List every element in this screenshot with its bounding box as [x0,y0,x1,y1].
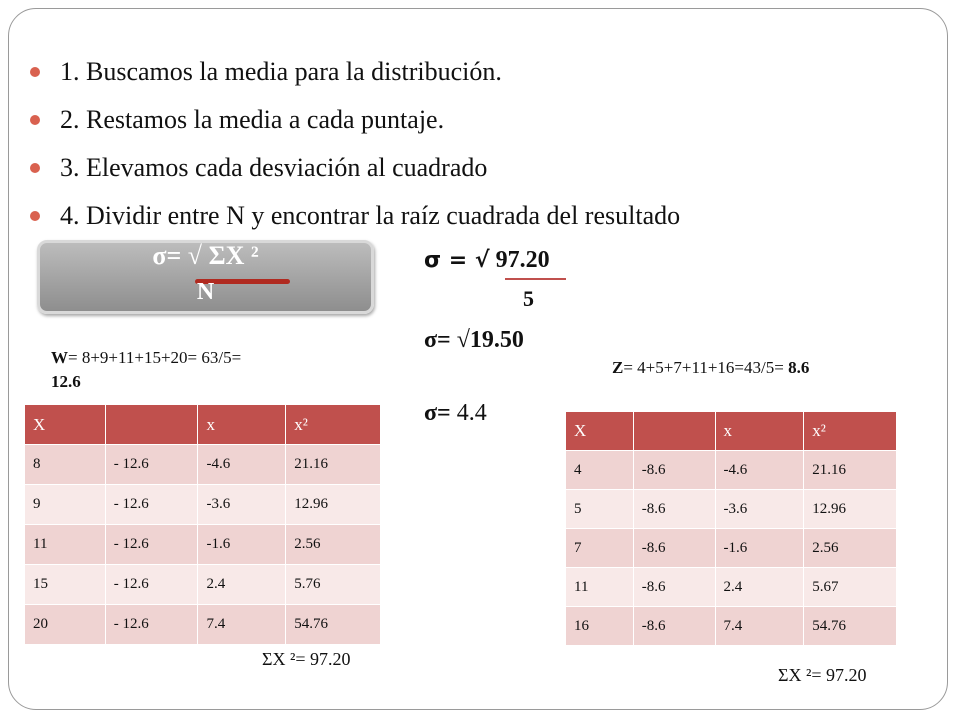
table-row [25,565,381,605]
sum-w: ΣX ²= 97.20 [262,649,351,669]
table-cell: 11 [25,525,106,565]
mean-note-w-expression: = 8+9+11+15+20= 63/5= [68,348,242,367]
table-row [566,451,897,490]
table-cell: - 12.6 [105,485,198,525]
column-header [633,412,715,451]
bullet-dot-icon [30,211,40,221]
column-header: X [566,412,634,451]
mean-note-z-label: Z [612,358,624,377]
steps-list [30,52,680,244]
column-header: x [715,412,804,451]
table-cell: - 12.6 [105,565,198,605]
table-cell: 8 [25,445,106,485]
table-cell: -1.6 [198,525,286,565]
table-cell: 9 [25,485,106,525]
table-cell: 2.56 [286,525,381,565]
table-cell: 5.76 [286,565,381,605]
mean-note-w [51,346,241,394]
table-cell: 20 [25,605,106,645]
table-cell: -4.6 [715,451,804,490]
step-item [30,196,680,244]
formula-numerator: σ= √ ΣX ² [152,241,259,270]
table-cell: -3.6 [198,485,286,525]
step-text: 3. Elevamos cada desviación al cuadrado [60,153,488,182]
table-cell: 2.4 [198,565,286,605]
column-header: x [198,405,286,445]
table-row [25,445,381,485]
table-cell: -8.6 [633,490,715,529]
table-cell: 54.76 [286,605,381,645]
table-cell: 11 [566,568,634,607]
table-cell: 7 [566,529,634,568]
table-cell: 54.76 [804,607,897,646]
table-cell: -8.6 [633,529,715,568]
bullet-dot-icon [30,163,40,173]
table-cell: 12.96 [804,490,897,529]
table-cell: 5 [566,490,634,529]
table-w [24,404,381,645]
mean-note-z-expression: = 4+5+7+11+16=43/5= [623,358,784,377]
fraction-line [505,278,566,280]
formula-box [37,240,374,314]
table-cell: - 12.6 [105,445,198,485]
table-cell: -8.6 [633,568,715,607]
table-cell: -8.6 [633,607,715,646]
column-header: X [25,405,106,445]
mean-note-z-result: 8.6 [788,358,810,377]
sum-z: ΣX ²= 97.20 [778,665,867,685]
step-item [30,100,680,148]
step-text: 2. Restamos la media a cada puntaje. [60,105,445,134]
table-row [566,490,897,529]
table-cell: 5.67 [804,568,897,607]
bullet-dot-icon [30,115,40,125]
table-row [25,525,381,565]
calc-step-2: σ= √19.50 [424,327,524,353]
step-text: 4. Dividir entre N y encontrar la raíz cuadrada del resultado [60,201,681,230]
bullet-dot-icon [30,67,40,77]
table-cell: 21.16 [804,451,897,490]
calc-result [424,400,487,427]
table-cell: -1.6 [715,529,804,568]
mean-note-z [612,358,809,378]
mean-note-w-result: 12.6 [51,372,81,391]
table-cell: - 12.6 [105,525,198,565]
table-cell: -3.6 [715,490,804,529]
step-text: 1. Buscamos la media para la distribución. [60,57,502,86]
column-header [105,405,198,445]
table-row [566,607,897,646]
mean-note-w-label: W [51,348,68,367]
table-cell: 21.16 [286,445,381,485]
column-header: x² [804,412,897,451]
calc-step-1-denominator: 5 [523,286,534,311]
column-header: x² [286,405,381,445]
table-cell: 15 [25,565,106,605]
table-cell: 7.4 [198,605,286,645]
table-row [566,529,897,568]
table-cell: 2.56 [804,529,897,568]
step-item [30,52,680,100]
table-cell: -8.6 [633,451,715,490]
table-cell: -4.6 [198,445,286,485]
formula-denominator: N [196,279,215,305]
calc-result-value: 4.4 [456,400,487,426]
table-cell: 7.4 [715,607,804,646]
step-item [30,148,680,196]
table-row [566,568,897,607]
table-cell: 16 [566,607,634,646]
calc-result-prefix: σ= [424,400,451,426]
table-cell: - 12.6 [105,605,198,645]
table-z [565,411,897,646]
table-header-row [25,405,381,445]
calc-step-1-value: 97.20 [495,247,550,273]
calc-step-1-prefix: σ = √ [424,248,490,273]
table-cell: 4 [566,451,634,490]
table-header-row [566,412,897,451]
calc-step-1 [424,247,550,274]
table-cell: 2.4 [715,568,804,607]
table-row [25,605,381,645]
table-cell: 12.96 [286,485,381,525]
table-row [25,485,381,525]
